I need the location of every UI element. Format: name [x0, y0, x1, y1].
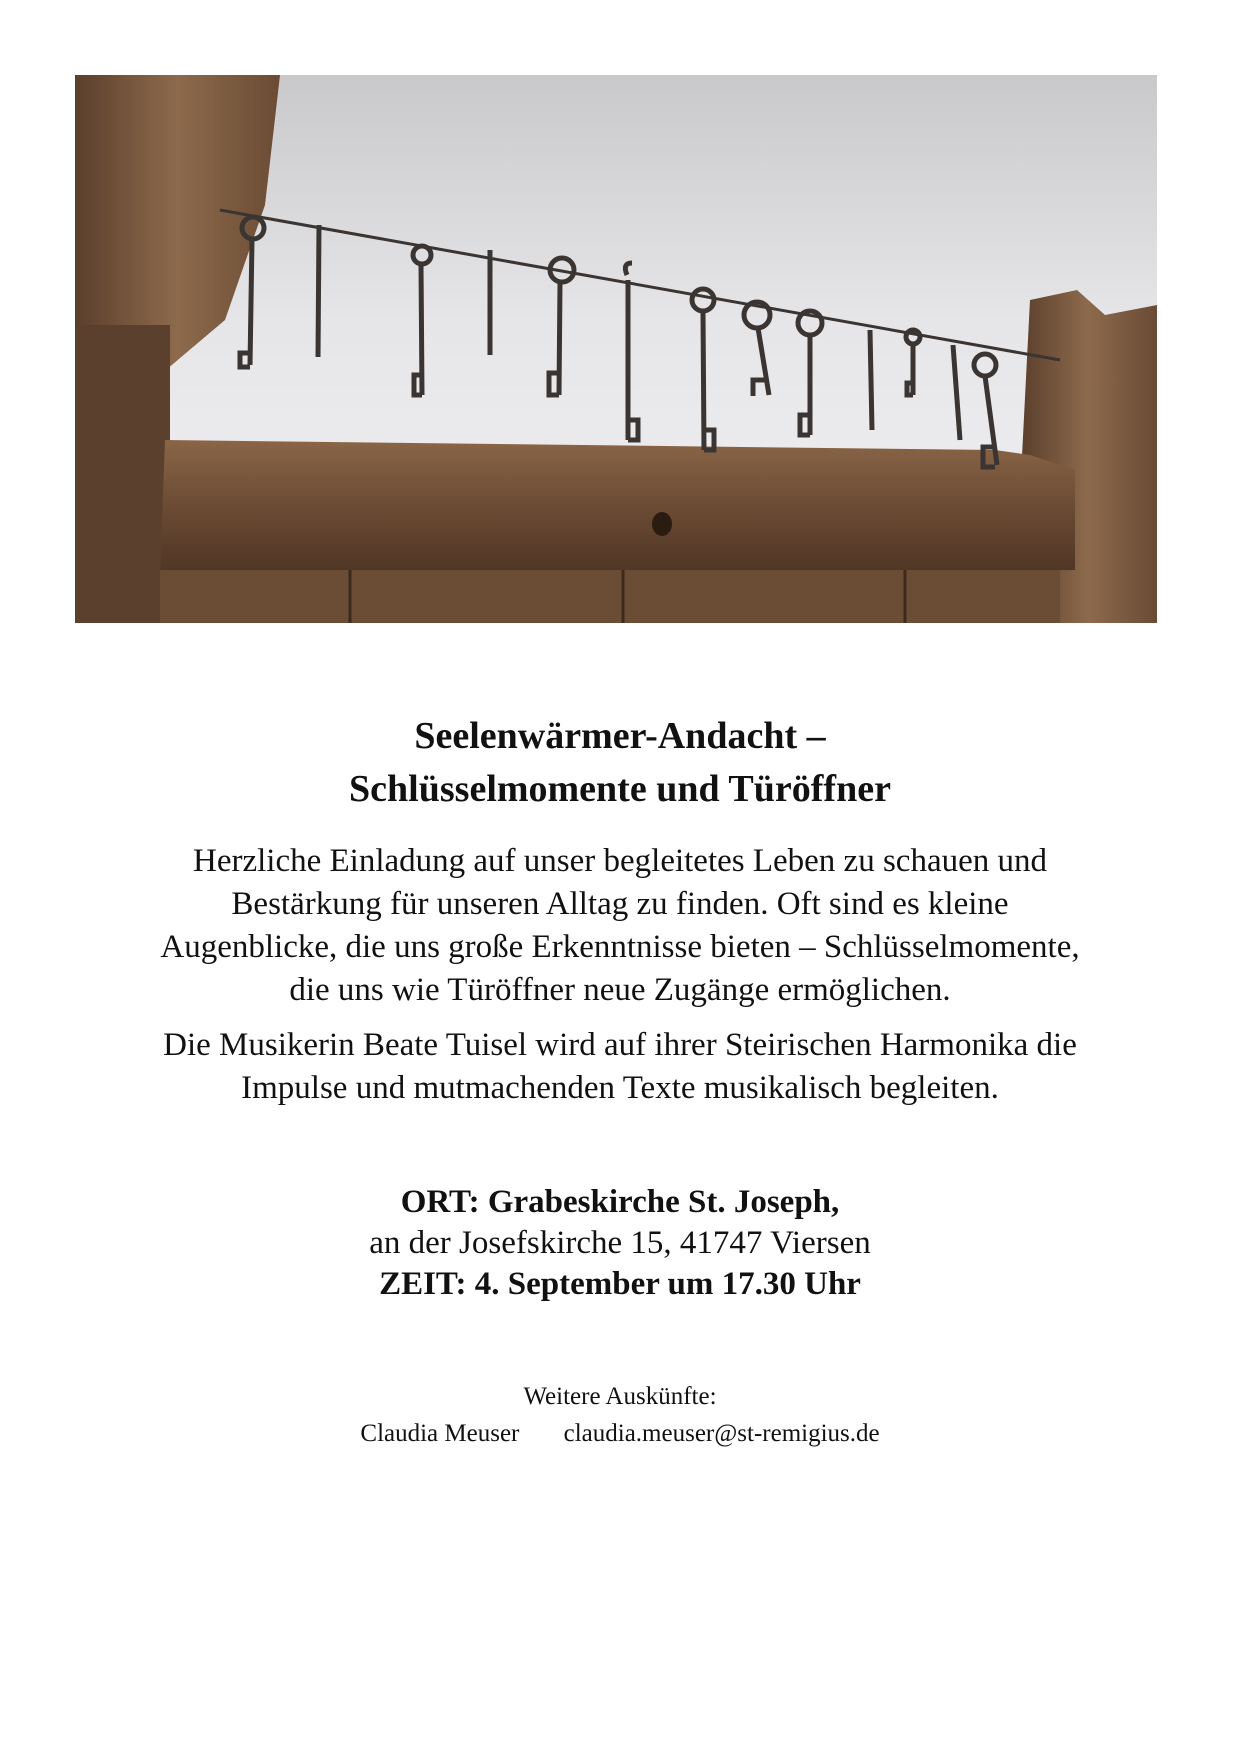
title-line-2: Schlüsselmomente und Türöffner	[349, 768, 891, 810]
time-line	[0, 1264, 1240, 1305]
contact-line	[0, 1415, 1240, 1452]
lintel-beam	[160, 440, 1075, 575]
music-line-2: Impulse und mutmachenden Texte musikalisch begleiten.	[241, 1070, 999, 1106]
contact-email[interactable]: claudia.meuser@st-remigius.de	[563, 1420, 880, 1447]
contact-name: Claudia Meuser	[360, 1420, 520, 1447]
keys-on-rod-illustration	[75, 75, 1157, 623]
location-label: ORT:	[400, 1184, 480, 1220]
left-post	[75, 325, 170, 623]
music-line-1: Die Musikerin Beate Tuisel wird auf ihrer Steirischen Harmonika die	[163, 1027, 1077, 1063]
invitation-paragraph	[60, 840, 1180, 1012]
time-value: 4. September um 17.30 Uhr	[474, 1266, 861, 1302]
invitation-line-2: Bestärkung für unseren Alltag zu finden. Oft sind es kleine	[231, 886, 1009, 922]
location-line	[0, 1182, 1240, 1223]
music-paragraph	[60, 1024, 1180, 1110]
contact-info	[0, 1378, 1240, 1452]
time-label: ZEIT:	[379, 1266, 467, 1302]
invitation-line-3: Augenblicke, die uns große Erkenntnisse bieten – Schlüsselmomente,	[160, 929, 1080, 965]
event-details	[0, 1182, 1240, 1305]
invitation-line-1: Herzliche Einladung auf unser begleitetes Leben zu schauen und	[193, 843, 1047, 879]
beam-hole	[652, 512, 672, 536]
event-title	[0, 710, 1240, 816]
address: an der Josefskirche 15, 41747 Viersen	[369, 1225, 871, 1261]
title-line-1: Seelenwärmer-Andacht –	[414, 715, 826, 757]
contact-heading: Weitere Auskünfte:	[523, 1383, 717, 1410]
header-photo-keys	[75, 75, 1157, 623]
location-name: Grabeskirche St. Joseph,	[487, 1184, 840, 1220]
door-planks	[160, 570, 1060, 623]
invitation-line-4: die uns wie Türöffner neue Zugänge ermöglichen.	[289, 972, 951, 1008]
description	[60, 840, 1180, 1110]
